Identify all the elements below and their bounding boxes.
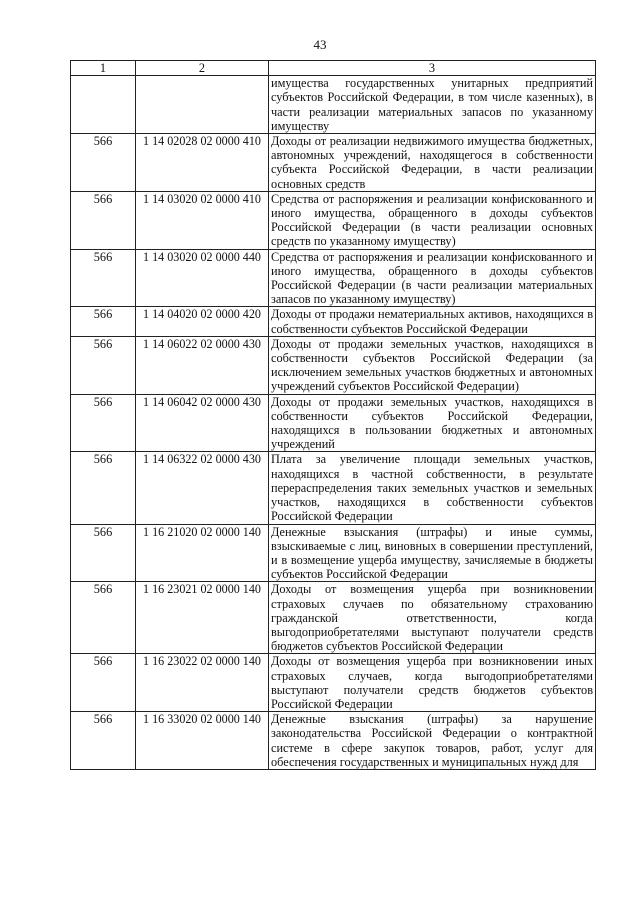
admin-code-cell: 566: [71, 524, 136, 582]
table-row: [71, 394, 596, 452]
table-row: [71, 76, 596, 134]
description-cell: Доходы от возмещения ущерба при возникновении страховых случаев по обязательному страхованию гражданской ответственности, когда выгодоприобретателями выступают получатели средств бюджетов субъектов Российской Федерации: [269, 582, 596, 654]
admin-code-cell: 566: [71, 307, 136, 336]
admin-code-cell: 566: [71, 336, 136, 394]
admin-code-cell: 566: [71, 582, 136, 654]
table-row: [71, 307, 596, 336]
description-cell: Доходы от продажи земельных участков, находящихся в собственности субъектов Российской Федерации (за исключением земельных участков бюджетных и автономных учреждений субъектов Российской Федерации): [269, 336, 596, 394]
table-row: [71, 654, 596, 712]
budget-code-cell: 1 14 04020 02 0000 420: [136, 307, 269, 336]
admin-code-cell: 566: [71, 394, 136, 452]
revenue-codes-table: [70, 60, 596, 770]
description-cell: Доходы от возмещения ущерба при возникновении иных страховых случаев, когда выгодоприобретателями выступают получатели средств бюджетов субъектов Российской Федерации: [269, 654, 596, 712]
header-col-2: 2: [136, 61, 269, 76]
admin-code-cell: [71, 76, 136, 134]
table-row: [71, 191, 596, 249]
budget-code-cell: 1 14 03020 02 0000 440: [136, 249, 269, 307]
description-cell: Средства от распоряжения и реализации конфискованного и иного имущества, обращенного в доходы субъектов Российской Федерации (в части реализации материальных запасов по указанному имуществу): [269, 249, 596, 307]
description-cell: Доходы от продажи нематериальных активов, находящихся в собственности субъектов Российской Федерации: [269, 307, 596, 336]
description-cell: Доходы от продажи земельных участков, находящихся в собственности субъектов Российской Федерации, находящихся в пользовании бюджетных и автономных учреждений: [269, 394, 596, 452]
admin-code-cell: 566: [71, 654, 136, 712]
budget-code-cell: 1 14 06322 02 0000 430: [136, 452, 269, 524]
budget-code-cell: [136, 76, 269, 134]
description-cell: Средства от распоряжения и реализации конфискованного и иного имущества, обращенного в доходы субъектов Российской Федерации (в части реализации основных средств по указанному имуществу): [269, 191, 596, 249]
table-row: [71, 249, 596, 307]
budget-code-cell: 1 16 23022 02 0000 140: [136, 654, 269, 712]
admin-code-cell: 566: [71, 134, 136, 192]
page-number: 43: [313, 37, 327, 52]
budget-code-cell: 1 14 06022 02 0000 430: [136, 336, 269, 394]
table-row: [71, 336, 596, 394]
description-cell: Денежные взыскания (штрафы) и иные суммы, взыскиваемые с лиц, виновных в совершении преступлений, и в возмещение ущерба имуществу, зачисляемые в бюджеты субъектов Российской Федерации: [269, 524, 596, 582]
table-row: [71, 452, 596, 524]
admin-code-cell: 566: [71, 191, 136, 249]
admin-code-cell: 566: [71, 452, 136, 524]
table-row: [71, 134, 596, 192]
budget-code-cell: 1 16 23021 02 0000 140: [136, 582, 269, 654]
table-row: [71, 712, 596, 770]
budget-code-cell: 1 14 02028 02 0000 410: [136, 134, 269, 192]
header-col-1: 1: [71, 61, 136, 76]
description-cell: имущества государственных унитарных предприятий субъектов Российской Федерации, в том числе казенных), в части реализации материальных запасов по указанному имуществу: [269, 76, 596, 134]
table-row: [71, 524, 596, 582]
budget-code-cell: 1 14 06042 02 0000 430: [136, 394, 269, 452]
description-cell: Доходы от реализации недвижимого имущества бюджетных, автономных учреждений, находящегося в собственности субъекта Российской Федерации, в части реализации основных средств: [269, 134, 596, 192]
budget-code-cell: 1 16 33020 02 0000 140: [136, 712, 269, 770]
budget-code-cell: 1 14 03020 02 0000 410: [136, 191, 269, 249]
description-cell: Плата за увеличение площади земельных участков, находящихся в частной собственности, в результате перераспределения таких земельных участков и земельных участков, находящихся в собственности субъектов Российской Федерации: [269, 452, 596, 524]
admin-code-cell: 566: [71, 249, 136, 307]
header-col-3: 3: [269, 61, 596, 76]
description-cell: Денежные взыскания (штрафы) за нарушение законодательства Российской Федерации о контрактной системе в сфере закупок товаров, работ, услуг для обеспечения государственных и муниципальных нужд для: [269, 712, 596, 770]
table-header-row: [71, 61, 596, 76]
admin-code-cell: 566: [71, 712, 136, 770]
table-row: [71, 582, 596, 654]
budget-code-cell: 1 16 21020 02 0000 140: [136, 524, 269, 582]
